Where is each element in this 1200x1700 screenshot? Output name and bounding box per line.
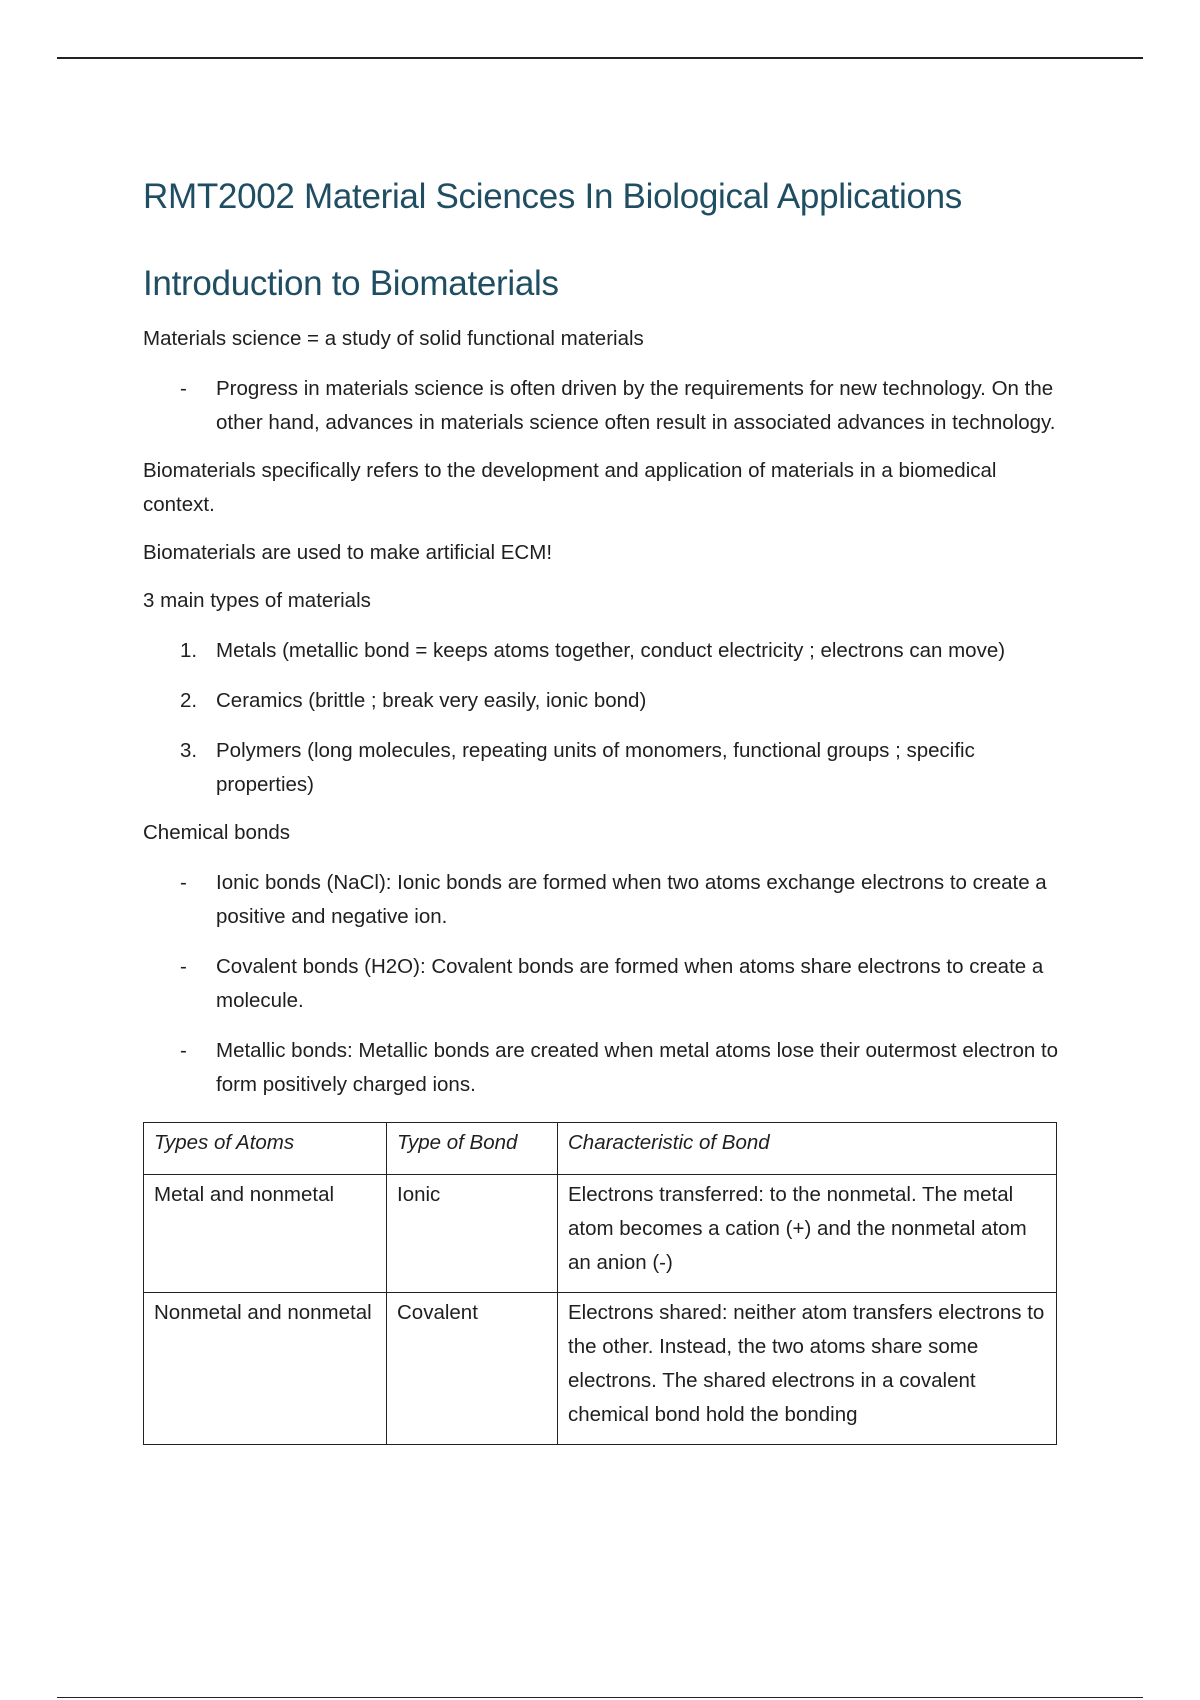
material-types-list <box>143 634 1063 802</box>
table-cell: Covalent <box>387 1293 558 1445</box>
table-cell: Nonmetal and nonmetal <box>144 1293 387 1445</box>
list-item: 2. Ceramics (brittle ; break very easily, ionic bond) <box>180 689 647 712</box>
table-cell: Metal and nonmetal <box>144 1175 387 1293</box>
table-cell: Electrons shared: neither atom transfers electrons to the other. Instead, the two atoms share some electrons. The shared electrons in a covalent chemical bond hold the bonding <box>558 1293 1057 1445</box>
table-row <box>144 1293 1057 1445</box>
header-rule <box>57 57 1143 59</box>
column-header: Characteristic of Bond <box>558 1123 1057 1175</box>
table-header-row <box>144 1123 1057 1175</box>
footer-rule <box>57 1697 1143 1698</box>
intro-bullet-list <box>143 372 1063 440</box>
list-item: 1. Metals (metallic bond = keeps atoms together, conduct electricity ; electrons can move) <box>180 639 1006 662</box>
table-cell: Electrons transferred: to the nonmetal. The metal atom becomes a cation (+) and the nonmetal atom an anion (-) <box>558 1175 1057 1293</box>
list-item: - Covalent bonds (H2O): Covalent bonds are formed when atoms share electrons to create a molecule. <box>180 955 1044 1012</box>
list-item: - Progress in materials science is often driven by the requirements for new technology. On the other hand, advances in materials science often result in associated advances in technology. <box>143 372 1063 440</box>
bond-types-table <box>143 1122 1057 1445</box>
column-header: Types of Atoms <box>144 1123 387 1175</box>
document-body <box>143 176 1063 1445</box>
dash-marker: - <box>180 377 187 400</box>
section-heading: Introduction to Biomaterials <box>143 264 559 303</box>
biomaterials-ecm: Biomaterials are used to make artificial ECM! <box>143 541 553 564</box>
list-item: 3. Polymers (long molecules, repeating units of monomers, functional groups ; specific properties) <box>180 739 975 796</box>
table-row <box>144 1175 1057 1293</box>
bonds-intro: Chemical bonds <box>143 821 290 844</box>
biomaterials-definition: Biomaterials specifically refers to the development and application of materials in a biomedical context. <box>143 459 997 516</box>
list-item: - Ionic bonds (NaCl): Ionic bonds are formed when two atoms exchange electrons to create a positive and negative ion. <box>180 871 1047 928</box>
bond-bullet-list <box>143 866 1063 1102</box>
column-header: Type of Bond <box>387 1123 558 1175</box>
intro-paragraph: Materials science = a study of solid functional materials <box>143 327 644 350</box>
list-item: - Metallic bonds: Metallic bonds are created when metal atoms lose their outermost electron to form positively charged ions. <box>180 1039 1059 1096</box>
table-cell: Ionic <box>387 1175 558 1293</box>
document-title: RMT2002 Material Sciences In Biological Applications <box>143 177 962 216</box>
types-intro: 3 main types of materials <box>143 589 371 612</box>
